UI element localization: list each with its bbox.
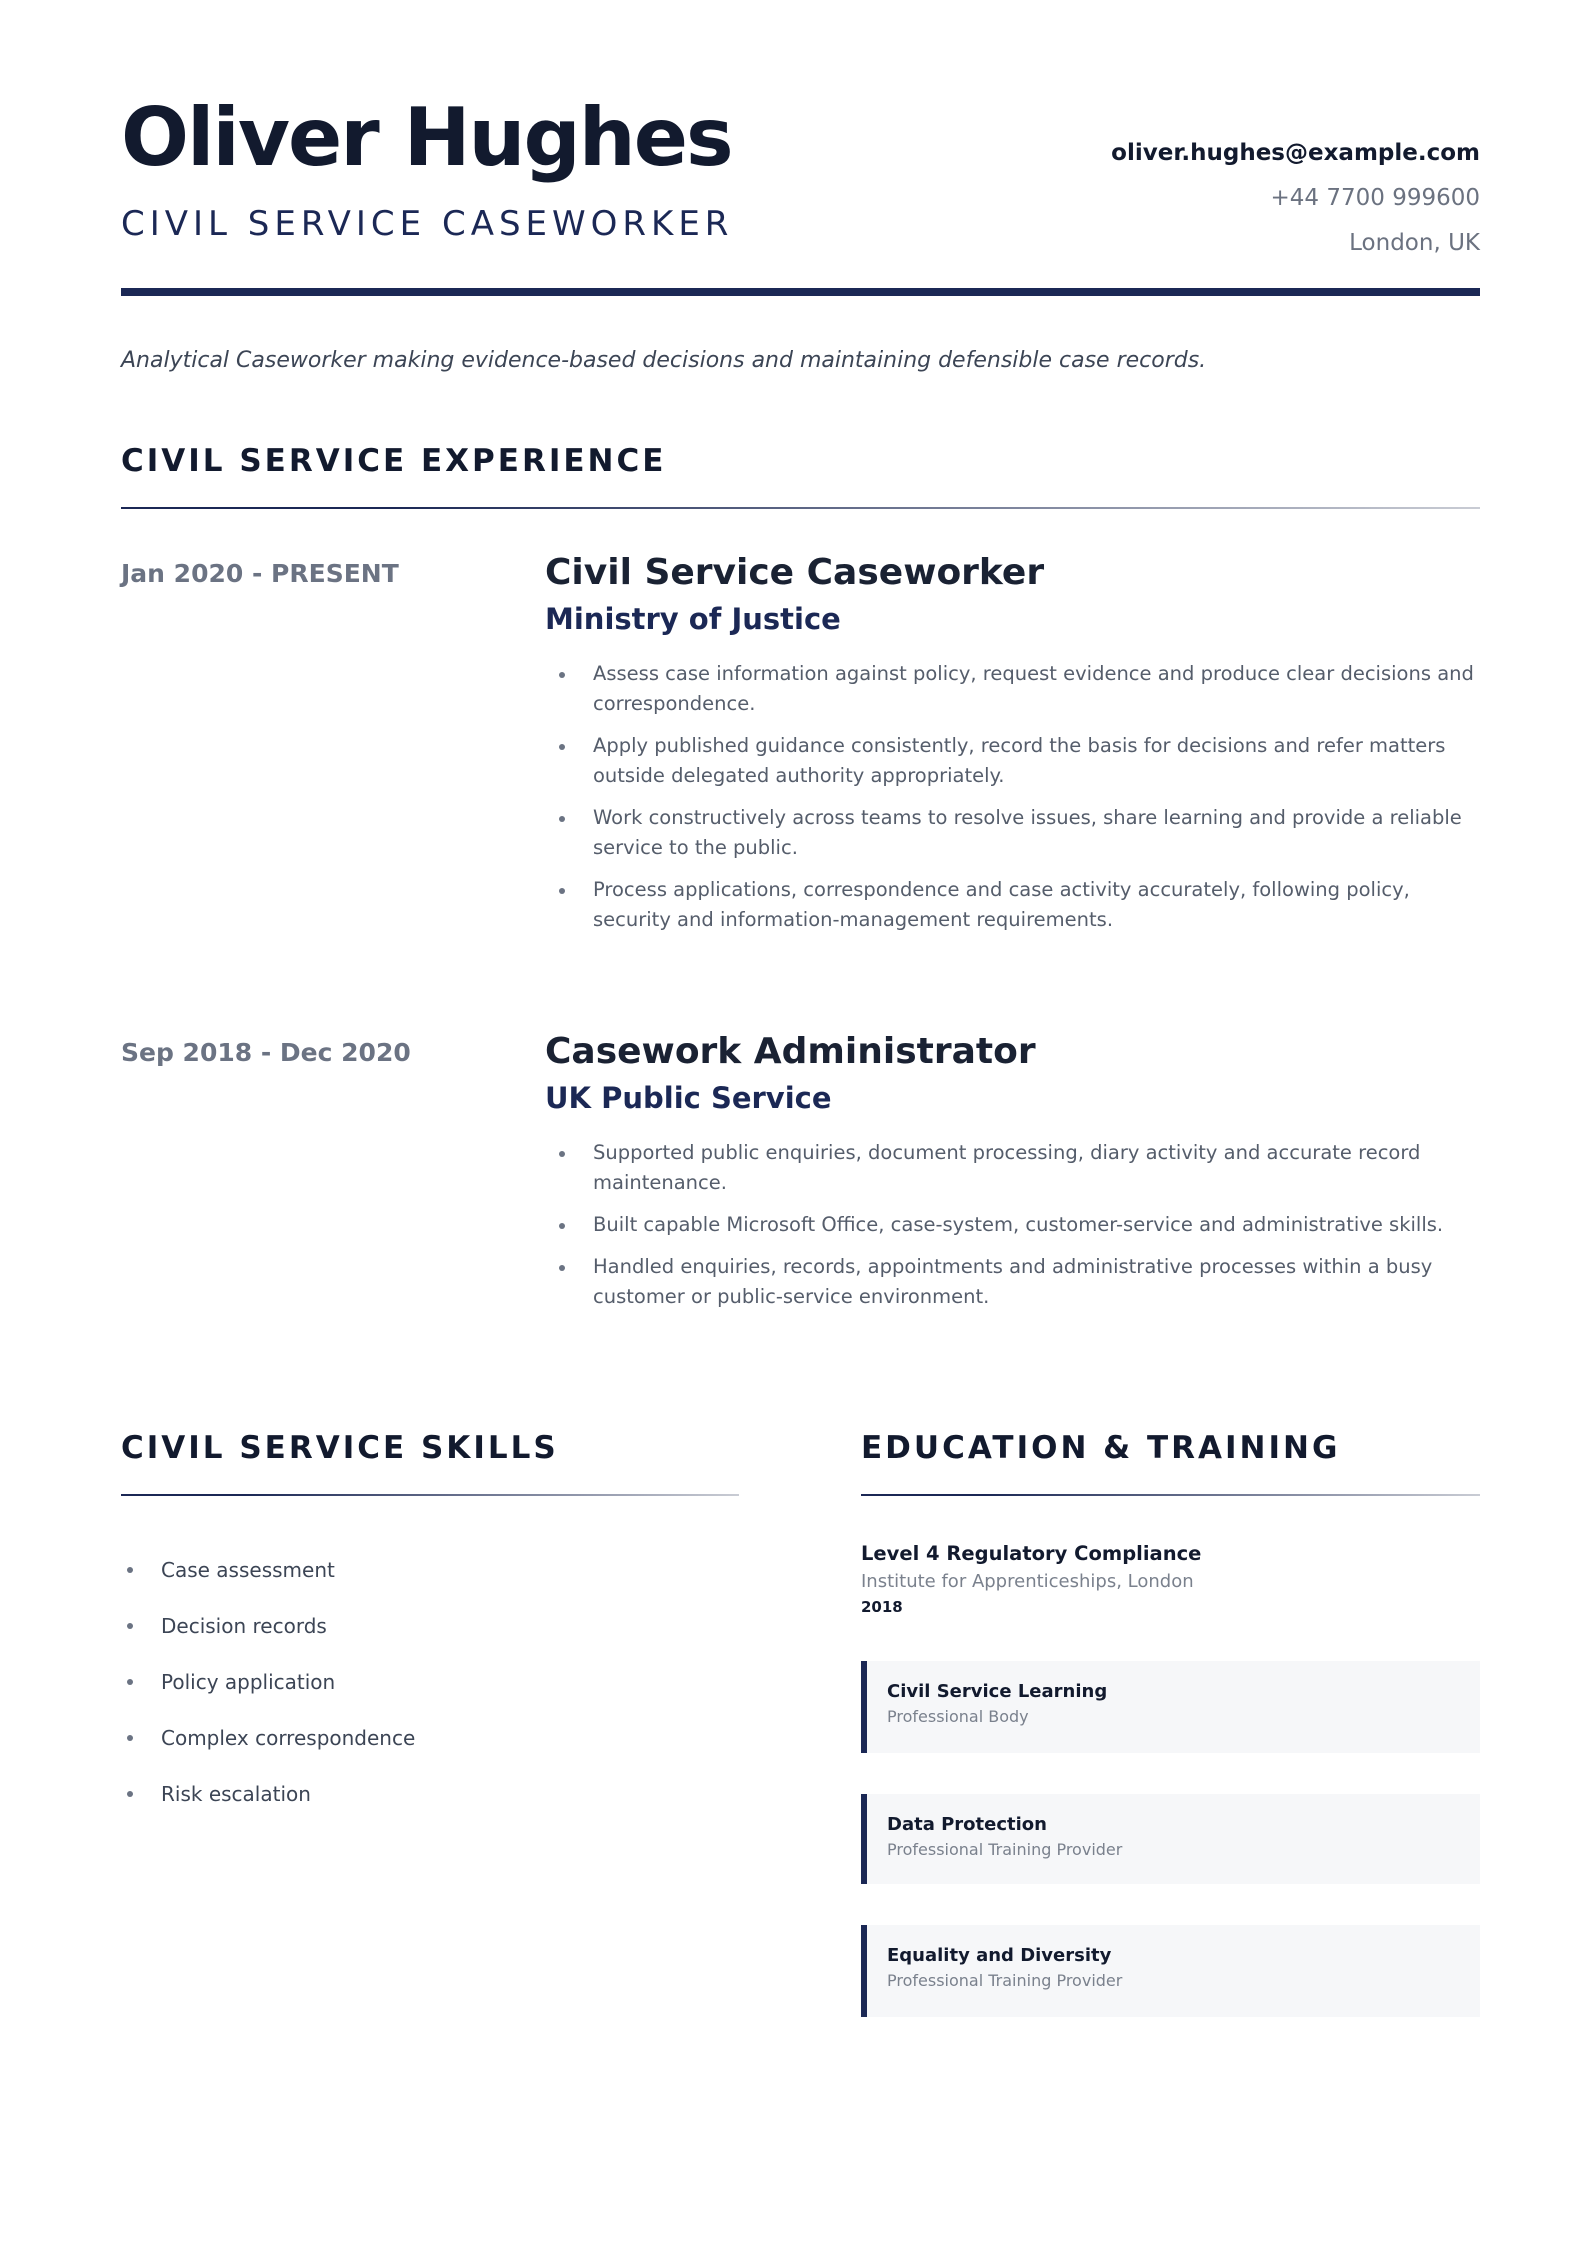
job-title: Casework Administrator xyxy=(545,1031,1036,1072)
job-bullet xyxy=(545,875,1480,935)
contact-block xyxy=(1111,131,1480,266)
job-bullet xyxy=(545,1252,1480,1312)
training-card xyxy=(861,1925,1480,2017)
skill-label: Policy application xyxy=(161,1670,336,1694)
experience-heading: CIVIL SERVICE EXPERIENCE xyxy=(121,443,667,479)
bullet-dot-icon xyxy=(559,816,565,822)
skill-label: Complex correspondence xyxy=(161,1726,416,1750)
job-bullet xyxy=(545,1138,1480,1198)
training-card xyxy=(861,1794,1480,1884)
training-provider: Professional Body xyxy=(887,1707,1029,1726)
job-title: Civil Service Caseworker xyxy=(545,552,1045,593)
bullet-dot-icon xyxy=(559,1151,565,1157)
job-bullet-text: Built capable Microsoft Office, case-system, customer-service and administrative skills. xyxy=(593,1212,1444,1236)
contact-phone[interactable]: +44 7700 999600 xyxy=(1270,185,1480,211)
skill-item xyxy=(121,1766,415,1822)
skill-item xyxy=(121,1598,415,1654)
experience-divider xyxy=(121,507,1480,509)
education-qualification: Level 4 Regulatory Compliance xyxy=(861,1542,1202,1565)
skill-label: Case assessment xyxy=(161,1558,335,1582)
skills-heading: CIVIL SERVICE SKILLS xyxy=(121,1430,559,1466)
job-bullet-text: Handled enquiries, records, appointments and administrative processes within a busy customer or public-service environment. xyxy=(593,1254,1433,1308)
bullet-dot-icon xyxy=(127,1679,133,1685)
job-details xyxy=(545,551,1480,947)
profile-summary: Analytical Caseworker making evidence-based decisions and maintaining defensible case records. xyxy=(121,348,1207,373)
candidate-name: Oliver Hughes xyxy=(121,91,732,184)
bullet-dot-icon xyxy=(127,1623,133,1629)
education-divider xyxy=(861,1494,1480,1496)
skill-item xyxy=(121,1654,415,1710)
job-bullet xyxy=(545,659,1480,719)
training-provider: Professional Training Provider xyxy=(887,1971,1123,1990)
job-details xyxy=(545,1030,1480,1324)
contact-email[interactable]: oliver.hughes@example.com xyxy=(1111,140,1480,166)
job-bullet-text: Supported public enquiries, document processing, diary activity and accurate record maintenance. xyxy=(593,1140,1421,1194)
education-institution: Institute for Apprenticeships, London xyxy=(861,1571,1194,1592)
job-bullet-text: Assess case information against policy, request evidence and produce clear decisions and correspondence. xyxy=(593,661,1474,715)
job-bullet xyxy=(545,803,1480,863)
education-entry xyxy=(861,1540,1201,1618)
job-bullet xyxy=(545,1210,1480,1240)
job-responsibilities xyxy=(545,659,1480,935)
job-responsibilities xyxy=(545,1138,1480,1312)
bullet-dot-icon xyxy=(127,1791,133,1797)
bullet-dot-icon xyxy=(127,1567,133,1573)
training-title: Equality and Diversity xyxy=(887,1945,1112,1966)
contact-location: London, UK xyxy=(1349,230,1480,256)
job-date: Jan 2020 - PRESENT xyxy=(121,559,399,588)
skill-label: Decision records xyxy=(161,1614,327,1638)
training-card xyxy=(861,1661,1480,1753)
job-bullet-text: Apply published guidance consistently, record the basis for decisions and refer matters outside delegated authority appropriately. xyxy=(593,733,1446,787)
bullet-dot-icon xyxy=(559,1223,565,1229)
skill-label: Risk escalation xyxy=(161,1782,311,1806)
education-year: 2018 xyxy=(861,1598,903,1616)
skills-list xyxy=(121,1542,415,1822)
job-bullet-text: Process applications, correspondence and case activity accurately, following policy, security and information-management requirements. xyxy=(593,877,1410,931)
training-provider: Professional Training Provider xyxy=(887,1840,1123,1859)
job-organisation: UK Public Service xyxy=(545,1081,832,1116)
bullet-dot-icon xyxy=(559,744,565,750)
skills-divider xyxy=(121,1494,739,1496)
bullet-dot-icon xyxy=(559,1265,565,1271)
job-bullet-text: Work constructively across teams to resolve issues, share learning and provide a reliable service to the public. xyxy=(593,805,1462,859)
training-title: Data Protection xyxy=(887,1814,1047,1835)
skill-item xyxy=(121,1710,415,1766)
training-title: Civil Service Learning xyxy=(887,1681,1108,1702)
bullet-dot-icon xyxy=(559,672,565,678)
education-heading: EDUCATION & TRAINING xyxy=(861,1430,1341,1466)
job-date: Sep 2018 - Dec 2020 xyxy=(121,1038,411,1067)
job-bullet xyxy=(545,731,1480,791)
bullet-dot-icon xyxy=(559,888,565,894)
bullet-dot-icon xyxy=(127,1735,133,1741)
header-divider xyxy=(121,288,1480,296)
job-organisation: Ministry of Justice xyxy=(545,602,841,637)
candidate-role-title: CIVIL SERVICE CASEWORKER xyxy=(121,204,734,244)
skill-item xyxy=(121,1542,415,1598)
